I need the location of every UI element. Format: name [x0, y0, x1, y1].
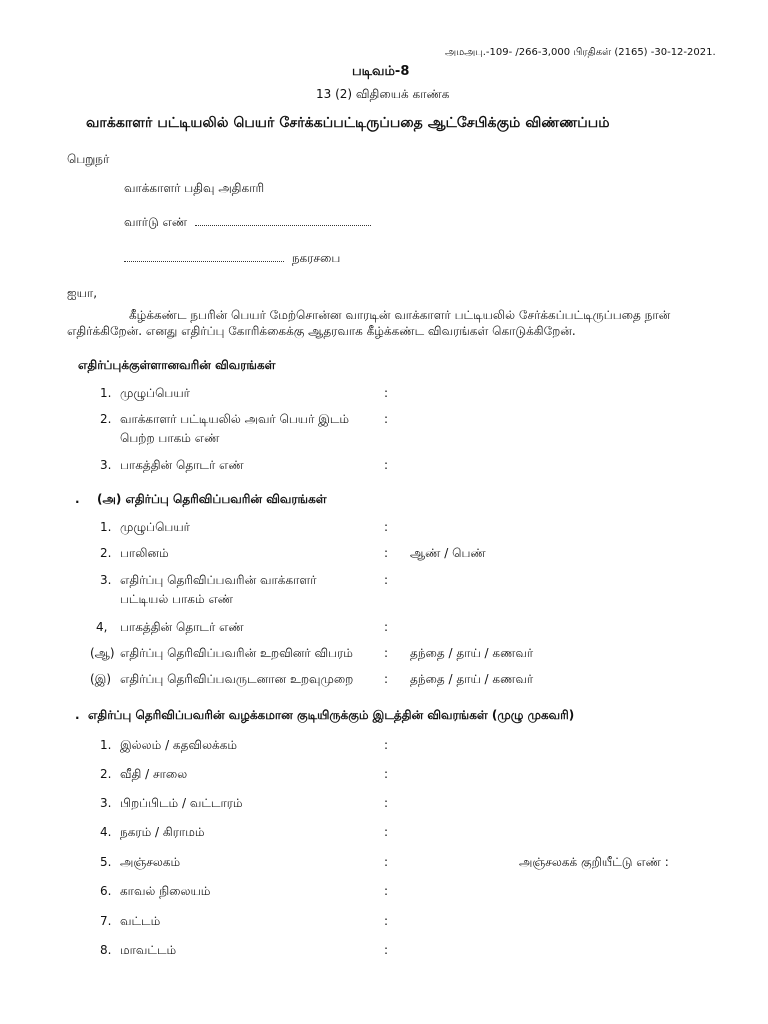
s2-item-num: (இ) — [90, 672, 112, 686]
s3-item-label: வீதி / சாலை — [120, 767, 188, 781]
rule-reference: 13 (2) விதியைக் காண்க — [316, 87, 450, 101]
s3-item-num: 4. — [100, 825, 112, 839]
letter-line-1: கீழ்க்கண்ட நபரின் பெயர் மேற்சொன்ன வாரடின் வாக்காளர் பட்டியலில் சேர்க்கப்பட்டிருப்பதை நான் — [129, 308, 671, 322]
municipality-name-field[interactable] — [124, 251, 284, 262]
recipient-label: பெறுநர் — [67, 152, 110, 166]
s2-item-num: 3. — [100, 573, 112, 587]
salutation: ஐயா, — [67, 286, 98, 300]
ward-row — [124, 215, 371, 231]
relative-options: தந்தை / தாய் / கணவர் — [410, 646, 534, 660]
section-objector-title: (அ) எதிர்ப்பு தெரிவிப்பவரின் விவரங்கள் — [97, 492, 327, 506]
s2-item-label: எதிர்ப்பு தெரிவிப்பவருடனான உறவுமுறை — [120, 672, 354, 686]
section-objector-bullet: . — [75, 492, 80, 506]
s2-item-colon: : — [384, 520, 389, 534]
s2-item-colon: : — [384, 646, 389, 660]
s2-item-label: பாலினம் — [120, 546, 169, 560]
s3-item-label: வட்டம் — [120, 914, 161, 928]
s3-item-num: 7. — [100, 914, 112, 928]
s1-item-num: 3. — [100, 458, 112, 472]
s1-item-colon: : — [384, 386, 389, 400]
s3-item-label: இல்லம் / கதவிலக்கம் — [120, 738, 238, 752]
s3-item-colon: : — [384, 767, 389, 781]
s2-item-num: (ஆ) — [90, 646, 115, 660]
s3-item-label: பிறப்பிடம் / வட்டாரம் — [120, 796, 243, 810]
s3-item-num: 5. — [100, 855, 112, 869]
s3-item-label: மாவட்டம் — [120, 943, 177, 957]
form-number: படிவம்-8 — [352, 64, 410, 79]
s3-item-colon: : — [384, 796, 389, 810]
s2-item-num: 4, — [96, 620, 108, 634]
s3-item-num: 1. — [100, 738, 112, 752]
s2-item-colon: : — [384, 620, 389, 634]
s3-item-colon: : — [384, 825, 389, 839]
s3-item-colon: : — [384, 884, 389, 898]
s1-item-label: பாகத்தின் தொடர் எண் — [120, 458, 244, 472]
s2-item-num: 1. — [100, 520, 112, 534]
s1-item-num: 2. — [100, 412, 112, 426]
s2-item-colon: : — [384, 672, 389, 686]
reference-line: அமஅபு.-109- /266-3,000 பிரதிகள் (2165) -30-12-2021. — [445, 47, 716, 58]
gender-options: ஆண் / பெண் — [410, 546, 486, 560]
section-objected-person-title: எதிர்ப்புக்குள்ளானவரின் விவரங்கள் — [78, 358, 276, 372]
s3-item-label: அஞ்சலகம் — [120, 855, 181, 869]
municipality-row — [124, 251, 340, 267]
letter-line-2: எதிர்க்கிறேன். எனது எதிர்ப்பு கோரிக்கைக்கு ஆதரவாக கீழ்க்கண்ட விவரங்கள் கொடுக்கிறேன். — [67, 324, 576, 338]
s2-item-colon: : — [384, 546, 389, 560]
s3-item-colon: : — [384, 914, 389, 928]
s1-item-colon: : — [384, 412, 389, 426]
section-address-title: எதிர்ப்பு தெரிவிப்பவரின் வழக்கமான குடியிருக்கும் இடத்தின் விவரங்கள் (முழு முகவரி) — [88, 708, 575, 722]
section-address-bullet: . — [75, 708, 80, 722]
s3-item-label: காவல் நிலையம் — [120, 884, 211, 898]
municipality-label: நகரசபை — [291, 251, 341, 265]
s3-item-num: 6. — [100, 884, 112, 898]
s2-item-label: எதிர்ப்பு தெரிவிப்பவரின் உறவினர் விபரம் — [120, 646, 353, 660]
s1-item-num: 1. — [100, 386, 112, 400]
s1-item-label: வாக்காளர் பட்டியலில் அவர் பெயர் இடம் — [120, 412, 350, 426]
officer-label: வாக்காளர் பதிவு அதிகாரி — [124, 181, 265, 195]
s2-item-label: எதிர்ப்பு தெரிவிப்பவரின் வாக்காளர் — [120, 573, 317, 587]
s3-item-label: நகரம் / கிராமம் — [120, 825, 205, 839]
s1-item-label: முழுப்பெயர் — [120, 386, 190, 400]
form-title: வாக்காளர் பட்டியலில் பெயர் சேர்க்கப்பட்டிருப்பதை ஆட்சேபிக்கும் விண்ணப்பம் — [86, 115, 610, 131]
s3-item-colon: : — [384, 738, 389, 752]
s2-item-label: பாகத்தின் தொடர் எண் — [120, 620, 244, 634]
s3-item-colon: : — [384, 855, 389, 869]
ward-number-field[interactable] — [195, 215, 371, 226]
s2-item-label: முழுப்பெயர் — [120, 520, 190, 534]
ward-label: வார்டு எண் — [124, 215, 188, 229]
s3-item-colon: : — [384, 943, 389, 957]
postal-code-label: அஞ்சலகக் குறியீட்டு எண் : — [519, 855, 669, 869]
s3-item-num: 3. — [100, 796, 112, 810]
s2-item-label-cont: பட்டியல் பாகம் எண் — [120, 592, 234, 606]
s3-item-num: 8. — [100, 943, 112, 957]
s1-item-label-cont: பெற்ற பாகம் எண் — [120, 431, 220, 445]
relationship-options: தந்தை / தாய் / கணவர் — [410, 672, 534, 686]
s1-item-colon: : — [384, 458, 389, 472]
s3-item-num: 2. — [100, 767, 112, 781]
s2-item-colon: : — [384, 573, 389, 587]
s2-item-num: 2. — [100, 546, 112, 560]
